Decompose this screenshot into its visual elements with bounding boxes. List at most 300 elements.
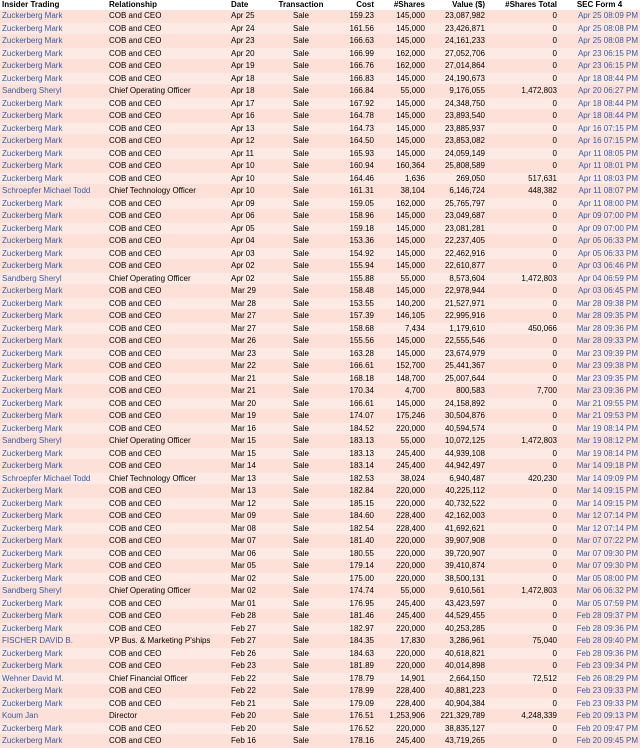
sec-form-4-cell [559, 435, 640, 448]
shares-cell: 55,000 [376, 272, 427, 285]
insider-name-link[interactable]: Zuckerberg Mark [2, 336, 63, 345]
insider-name-link[interactable]: Schroepfer Michael Todd [2, 186, 91, 195]
sec-form-4-link[interactable]: Mar 28 09:38 PM [576, 298, 638, 308]
insider-name-link[interactable]: Zuckerberg Mark [2, 11, 63, 20]
shares-total-cell: 0 [487, 360, 559, 373]
value-cell: 22,462,916 [427, 247, 487, 260]
cost-cell: 164.46 [331, 172, 376, 185]
date-cell: Apr 16 [229, 110, 271, 123]
insider-name-link[interactable]: Zuckerberg Mark [2, 373, 63, 383]
relationship-cell: VP Bus. & Marketing P'ships [107, 635, 229, 648]
date-cell: Apr 02 [229, 272, 271, 285]
relationship-cell: COB and CEO [107, 722, 229, 735]
value-cell: 42,162,003 [427, 510, 487, 523]
cost-cell: 184.35 [331, 635, 376, 648]
insider-name-cell [0, 672, 107, 685]
sec-form-4-link[interactable]: Apr 20 06:27 PM [577, 86, 638, 95]
shares-total-cell: 0 [487, 260, 559, 273]
transaction-cell: Sale [271, 35, 331, 48]
insider-name-cell [0, 385, 107, 398]
sec-form-4-cell [559, 560, 640, 573]
value-cell: 43,423,597 [427, 597, 487, 610]
sec-form-4-link[interactable]: Apr 11 08:03 PM [578, 173, 638, 183]
relationship-cell: COB and CEO [107, 372, 229, 385]
shares-cell: 220,000 [376, 660, 427, 673]
header-shares-total[interactable]: #Shares Total [487, 0, 559, 10]
sec-form-4-cell [559, 260, 640, 273]
sec-form-4-link[interactable]: Feb 20 09:13 PM [576, 711, 638, 720]
table-row [0, 610, 640, 623]
transaction-cell: Sale [271, 522, 331, 535]
table-row [0, 285, 640, 298]
insider-name-link[interactable]: Zuckerberg Mark [2, 423, 63, 433]
insider-name-link[interactable]: Zuckerberg Mark [2, 448, 63, 458]
sec-form-4-link[interactable]: Mar 28 09:35 PM [576, 311, 638, 320]
sec-form-4-link[interactable]: Mar 14 09:18 PM [576, 461, 638, 470]
shares-total-cell: 0 [487, 197, 559, 210]
sec-form-4-link[interactable]: Mar 07 09:30 PM [576, 561, 638, 570]
value-cell: 30,504,876 [427, 410, 487, 423]
insider-name-link[interactable]: Zuckerberg Mark [2, 548, 63, 558]
sec-form-4-link[interactable]: Mar 19 08:12 PM [576, 436, 638, 445]
relationship-cell: COB and CEO [107, 172, 229, 185]
sec-form-4-link[interactable]: Apr 09 07:00 PM [577, 223, 638, 233]
insider-name-cell [0, 135, 107, 148]
sec-form-4-link[interactable]: Mar 12 07:14 PM [576, 523, 638, 533]
insider-name-cell [0, 422, 107, 435]
insider-name-link[interactable]: Zuckerberg Mark [2, 398, 63, 408]
value-cell: 38,835,127 [427, 722, 487, 735]
cost-cell: 183.13 [331, 447, 376, 460]
cost-cell: 159.18 [331, 222, 376, 235]
relationship-cell: COB and CEO [107, 385, 229, 398]
insider-name-link[interactable]: Zuckerberg Mark [2, 248, 63, 258]
insider-name-link[interactable]: Zuckerberg Mark [2, 223, 63, 233]
insider-name-cell [0, 597, 107, 610]
shares-total-cell: 0 [487, 660, 559, 673]
shares-total-cell: 1,472,803 [487, 585, 559, 598]
sec-form-4-link[interactable]: Apr 18 08:44 PM [577, 111, 638, 120]
transaction-cell: Sale [271, 610, 331, 623]
sec-form-4-link[interactable]: Feb 20 09:47 PM [576, 723, 638, 733]
relationship-cell: COB and CEO [107, 210, 229, 223]
insider-name-link[interactable]: Zuckerberg Mark [2, 136, 63, 145]
insider-name-link[interactable]: Zuckerberg Mark [2, 261, 63, 270]
sec-form-4-cell [559, 672, 640, 685]
transaction-cell: Sale [271, 210, 331, 223]
shares-cell: 220,000 [376, 622, 427, 635]
sec-form-4-cell [559, 285, 640, 298]
insider-name-link[interactable]: Zuckerberg Mark [2, 623, 63, 633]
insider-name-cell [0, 685, 107, 698]
relationship-cell: COB and CEO [107, 247, 229, 260]
header-cost[interactable]: Cost [331, 0, 376, 10]
sec-form-4-link[interactable]: Mar 06 06:32 PM [576, 586, 638, 595]
sec-form-4-link[interactable]: Apr 11 08:01 PM [578, 161, 638, 170]
shares-total-cell: 0 [487, 235, 559, 248]
shares-cell: 228,400 [376, 697, 427, 710]
table-row [0, 160, 640, 173]
sec-form-4-link[interactable]: Mar 23 09:39 PM [576, 348, 638, 358]
header-transaction[interactable]: Transaction [271, 0, 331, 10]
insider-name-cell [0, 522, 107, 535]
insider-name-link[interactable]: Zuckerberg Mark [2, 348, 63, 358]
relationship-cell: COB and CEO [107, 347, 229, 360]
transaction-cell: Sale [271, 510, 331, 523]
value-cell: 39,410,874 [427, 560, 487, 573]
sec-form-4-link[interactable]: Mar 05 08:00 PM [576, 573, 638, 583]
table-row [0, 397, 640, 410]
date-cell: Apr 23 [229, 35, 271, 48]
sec-form-4-link[interactable]: Apr 23 06:15 PM [577, 61, 638, 70]
table-row [0, 460, 640, 473]
shares-cell: 162,000 [376, 47, 427, 60]
shares-total-cell: 75,040 [487, 635, 559, 648]
insider-name-link[interactable]: Zuckerberg Mark [2, 48, 63, 58]
sec-form-4-link[interactable]: Feb 20 09:45 PM [576, 736, 638, 745]
sec-form-4-link[interactable]: Mar 19 08:14 PM [576, 423, 638, 433]
sec-form-4-link[interactable]: Mar 28 09:36 PM [576, 323, 638, 333]
insider-name-link[interactable]: Zuckerberg Mark [2, 361, 63, 370]
sec-form-4-link[interactable]: Apr 09 07:00 PM [577, 211, 638, 220]
date-cell: Apr 13 [229, 122, 271, 135]
insider-name-link[interactable]: Zuckerberg Mark [2, 486, 63, 495]
insider-name-link[interactable]: Zuckerberg Mark [2, 411, 63, 420]
insider-name-cell [0, 147, 107, 160]
insider-name-link[interactable]: Zuckerberg Mark [2, 298, 63, 308]
cost-cell: 155.94 [331, 260, 376, 273]
insider-name-link[interactable]: Wehner David M. [2, 673, 64, 683]
insider-name-link[interactable]: Zuckerberg Mark [2, 23, 63, 33]
shares-total-cell: 0 [487, 397, 559, 410]
insider-name-link[interactable]: Zuckerberg Mark [2, 211, 63, 220]
insider-name-link[interactable]: Zuckerberg Mark [2, 161, 63, 170]
cost-cell: 179.09 [331, 697, 376, 710]
sec-form-4-link[interactable]: Mar 21 09:55 PM [576, 398, 638, 408]
sec-form-4-cell [559, 322, 640, 335]
sec-form-4-link[interactable]: Mar 14 09:09 PM [576, 473, 638, 483]
insider-name-link[interactable]: Zuckerberg Mark [2, 686, 63, 695]
cost-cell: 182.84 [331, 485, 376, 498]
shares-cell: 220,000 [376, 535, 427, 548]
sec-form-4-link[interactable]: Mar 12 07:14 PM [576, 511, 638, 520]
insider-name-link[interactable]: Zuckerberg Mark [2, 736, 63, 745]
header-sec-form-4[interactable]: SEC Form 4 [559, 0, 640, 10]
insider-name-link[interactable]: Zuckerberg Mark [2, 236, 63, 245]
transaction-cell: Sale [271, 472, 331, 485]
sec-form-4-link[interactable]: Mar 19 08:14 PM [576, 448, 638, 458]
insider-name-link[interactable]: Zuckerberg Mark [2, 661, 63, 670]
header-shares[interactable]: #Shares [376, 0, 427, 10]
sec-form-4-cell [559, 185, 640, 198]
sec-form-4-link[interactable]: Feb 26 08:29 PM [576, 673, 638, 683]
sec-form-4-link[interactable]: Apr 03 06:45 PM [577, 286, 638, 295]
insider-name-link[interactable]: Zuckerberg Mark [2, 723, 63, 733]
insider-name-link[interactable]: Zuckerberg Mark [2, 386, 63, 395]
relationship-cell: COB and CEO [107, 497, 229, 510]
value-cell: 2,664,150 [427, 672, 487, 685]
sec-form-4-link[interactable]: Apr 23 06:15 PM [577, 48, 638, 58]
insider-name-link[interactable]: Zuckerberg Mark [2, 498, 63, 508]
value-cell: 21,527,971 [427, 297, 487, 310]
cost-cell: 158.96 [331, 210, 376, 223]
date-cell: Feb 26 [229, 647, 271, 660]
value-cell: 24,059,149 [427, 147, 487, 160]
sec-form-4-link[interactable]: Mar 23 09:36 PM [576, 386, 638, 395]
sec-form-4-cell [559, 497, 640, 510]
sec-form-4-link[interactable]: Mar 28 09:33 PM [576, 336, 638, 345]
insider-name-link[interactable]: Zuckerberg Mark [2, 323, 63, 333]
sec-form-4-link[interactable]: Feb 28 09:36 PM [576, 648, 638, 658]
date-cell: Mar 16 [229, 422, 271, 435]
date-cell: Mar 01 [229, 597, 271, 610]
sec-form-4-link[interactable]: Apr 25 08:08 PM [577, 36, 638, 45]
shares-cell: 145,000 [376, 97, 427, 110]
date-cell: Mar 12 [229, 497, 271, 510]
header-insider-trading[interactable]: Insider Trading [0, 0, 107, 10]
shares-cell: 220,000 [376, 497, 427, 510]
table-row [0, 335, 640, 348]
cost-cell: 153.55 [331, 297, 376, 310]
relationship-cell: COB and CEO [107, 135, 229, 148]
shares-cell: 1,636 [376, 172, 427, 185]
shares-total-cell: 517,631 [487, 172, 559, 185]
sec-form-4-link[interactable]: Mar 23 09:38 PM [576, 361, 638, 370]
sec-form-4-link[interactable]: Apr 05 06:33 PM [577, 248, 638, 258]
transaction-cell: Sale [271, 572, 331, 585]
insider-name-link[interactable]: Zuckerberg Mark [2, 148, 63, 158]
shares-cell: 245,400 [376, 735, 427, 748]
value-cell: 23,674,979 [427, 347, 487, 360]
table-row [0, 185, 640, 198]
sec-form-4-link[interactable]: Feb 23 09:34 PM [576, 661, 638, 670]
relationship-cell: COB and CEO [107, 60, 229, 73]
shares-total-cell: 7,700 [487, 385, 559, 398]
cost-cell: 182.97 [331, 622, 376, 635]
insider-name-link[interactable]: Zuckerberg Mark [2, 598, 63, 608]
transaction-cell: Sale [271, 697, 331, 710]
cost-cell: 182.54 [331, 522, 376, 535]
transaction-cell: Sale [271, 735, 331, 748]
insider-name-link[interactable]: Zuckerberg Mark [2, 123, 63, 133]
date-cell: Apr 10 [229, 172, 271, 185]
insider-name-link[interactable]: Zuckerberg Mark [2, 523, 63, 533]
sec-form-4-link[interactable]: Mar 07 09:30 PM [576, 548, 638, 558]
sec-form-4-link[interactable]: Apr 16 07:15 PM [577, 123, 638, 133]
shares-cell: 145,000 [376, 210, 427, 223]
insider-name-cell [0, 285, 107, 298]
insider-name-link[interactable]: Zuckerberg Mark [2, 511, 63, 520]
value-cell: 25,007,644 [427, 372, 487, 385]
sec-form-4-link[interactable]: Apr 04 06:59 PM [577, 273, 638, 283]
sec-form-4-cell [559, 585, 640, 598]
relationship-cell: COB and CEO [107, 72, 229, 85]
sec-form-4-link[interactable]: Mar 21 09:53 PM [576, 411, 638, 420]
sec-form-4-cell [559, 485, 640, 498]
value-cell: 221,329,789 [427, 710, 487, 723]
sec-form-4-link[interactable]: Apr 03 06:46 PM [577, 261, 638, 270]
date-cell: Feb 22 [229, 672, 271, 685]
insider-name-cell [0, 735, 107, 748]
cost-cell: 164.50 [331, 135, 376, 148]
transaction-cell: Sale [271, 110, 331, 123]
insider-name-link[interactable]: Zuckerberg Mark [2, 648, 63, 658]
shares-total-cell: 0 [487, 410, 559, 423]
insider-name-link[interactable]: Zuckerberg Mark [2, 286, 63, 295]
insider-name-link[interactable]: Sandberg Sheryl [2, 586, 62, 595]
date-cell: Mar 08 [229, 522, 271, 535]
sec-form-4-cell [559, 610, 640, 623]
table-row [0, 410, 640, 423]
table-row [0, 422, 640, 435]
insider-name-link[interactable]: Zuckerberg Mark [2, 561, 63, 570]
insider-name-link[interactable]: Schroepfer Michael Todd [2, 473, 91, 483]
transaction-cell: Sale [271, 460, 331, 473]
cost-cell: 178.79 [331, 672, 376, 685]
shares-cell: 145,000 [376, 347, 427, 360]
insider-name-link[interactable]: Zuckerberg Mark [2, 698, 63, 708]
insider-name-link[interactable]: Zuckerberg Mark [2, 173, 63, 183]
sec-form-4-link[interactable]: Mar 05 07:59 PM [576, 598, 638, 608]
sec-form-4-cell [559, 297, 640, 310]
insider-name-link[interactable]: Zuckerberg Mark [2, 73, 63, 83]
table-row [0, 172, 640, 185]
sec-form-4-link[interactable]: Feb 23 09:33 PM [576, 686, 638, 695]
sec-form-4-link[interactable]: Apr 11 08:05 PM [578, 148, 638, 158]
insider-name-cell [0, 110, 107, 123]
header-date[interactable]: Date [229, 0, 271, 10]
shares-cell: 38,024 [376, 472, 427, 485]
table-row [0, 347, 640, 360]
insider-name-link[interactable]: Zuckerberg Mark [2, 311, 63, 320]
date-cell: Mar 27 [229, 322, 271, 335]
insider-name-cell [0, 272, 107, 285]
shares-cell: 145,000 [376, 147, 427, 160]
transaction-cell: Sale [271, 247, 331, 260]
sec-form-4-link[interactable]: Mar 07 07:22 PM [576, 536, 638, 545]
table-row [0, 197, 640, 210]
table-row [0, 97, 640, 110]
shares-total-cell: 0 [487, 97, 559, 110]
sec-form-4-link[interactable]: Apr 25 08:08 PM [577, 23, 638, 33]
sec-form-4-link[interactable]: Mar 14 09:15 PM [576, 486, 638, 495]
sec-form-4-link[interactable]: Apr 16 07:15 PM [577, 136, 638, 145]
sec-form-4-cell [559, 722, 640, 735]
value-cell: 23,081,281 [427, 222, 487, 235]
sec-form-4-link[interactable]: Apr 18 08:44 PM [577, 98, 638, 108]
shares-cell: 228,400 [376, 510, 427, 523]
sec-form-4-link[interactable]: Apr 11 08:07 PM [578, 186, 638, 195]
table-row [0, 447, 640, 460]
value-cell: 40,594,574 [427, 422, 487, 435]
relationship-cell: COB and CEO [107, 122, 229, 135]
date-cell: Mar 21 [229, 385, 271, 398]
sec-form-4-link[interactable]: Feb 28 09:37 PM [576, 611, 638, 620]
cost-cell: 179.14 [331, 560, 376, 573]
insider-name-link[interactable]: Sandberg Sheryl [2, 273, 62, 283]
insider-name-link[interactable]: Zuckerberg Mark [2, 198, 63, 208]
shares-total-cell: 0 [487, 285, 559, 298]
value-cell: 23,426,871 [427, 22, 487, 35]
sec-form-4-link[interactable]: Apr 18 08:44 PM [577, 73, 638, 83]
table-row [0, 272, 640, 285]
relationship-cell: Chief Operating Officer [107, 435, 229, 448]
sec-form-4-link[interactable]: Apr 11 08:00 PM [578, 198, 638, 208]
insider-name-link[interactable]: Zuckerberg Mark [2, 111, 63, 120]
date-cell: Apr 02 [229, 260, 271, 273]
value-cell: 22,237,405 [427, 235, 487, 248]
insider-name-link[interactable]: Sandberg Sheryl [2, 436, 62, 445]
insider-name-link[interactable]: Zuckerberg Mark [2, 536, 63, 545]
insider-name-link[interactable]: Zuckerberg Mark [2, 611, 63, 620]
insider-name-link[interactable]: Koum Jan [2, 711, 39, 720]
table-row [0, 660, 640, 673]
cost-cell: 176.95 [331, 597, 376, 610]
shares-cell: 245,400 [376, 447, 427, 460]
sec-form-4-link[interactable]: Feb 28 09:36 PM [576, 623, 638, 633]
insider-name-link[interactable]: FISCHER DAVID B. [2, 636, 73, 645]
insider-name-link[interactable]: Zuckerberg Mark [2, 61, 63, 70]
relationship-cell: COB and CEO [107, 110, 229, 123]
cost-cell: 166.84 [331, 85, 376, 98]
value-cell: 23,087,982 [427, 10, 487, 22]
value-cell: 40,881,223 [427, 685, 487, 698]
header-relationship[interactable]: Relationship [107, 0, 229, 10]
table-row [0, 10, 640, 22]
sec-form-4-link[interactable]: Mar 23 09:35 PM [576, 373, 638, 383]
transaction-cell: Sale [271, 47, 331, 60]
header-value[interactable]: Value ($) [427, 0, 487, 10]
insider-name-cell [0, 697, 107, 710]
insider-name-link[interactable]: Zuckerberg Mark [2, 573, 63, 583]
shares-cell: 145,000 [376, 235, 427, 248]
shares-cell: 140,200 [376, 297, 427, 310]
insider-name-cell [0, 235, 107, 248]
cost-cell: 184.63 [331, 647, 376, 660]
sec-form-4-link[interactable]: Apr 25 08:09 PM [577, 11, 638, 20]
sec-form-4-cell [559, 522, 640, 535]
sec-form-4-link[interactable]: Apr 05 06:33 PM [577, 236, 638, 245]
transaction-cell: Sale [271, 722, 331, 735]
insider-name-link[interactable]: Zuckerberg Mark [2, 98, 63, 108]
shares-total-cell: 0 [487, 622, 559, 635]
insider-name-link[interactable]: Zuckerberg Mark [2, 461, 63, 470]
sec-form-4-link[interactable]: Mar 14 09:15 PM [576, 498, 638, 508]
value-cell: 39,720,907 [427, 547, 487, 560]
sec-form-4-link[interactable]: Feb 28 09:40 PM [576, 636, 638, 645]
insider-name-link[interactable]: Sandberg Sheryl [2, 86, 62, 95]
insider-name-link[interactable]: Zuckerberg Mark [2, 36, 63, 45]
relationship-cell: COB and CEO [107, 522, 229, 535]
value-cell: 9,176,055 [427, 85, 487, 98]
transaction-cell: Sale [271, 635, 331, 648]
relationship-cell: Chief Operating Officer [107, 272, 229, 285]
relationship-cell: COB and CEO [107, 610, 229, 623]
transaction-cell: Sale [271, 710, 331, 723]
transaction-cell: Sale [271, 622, 331, 635]
cost-cell: 165.93 [331, 147, 376, 160]
sec-form-4-link[interactable]: Feb 23 09:33 PM [576, 698, 638, 708]
shares-cell: 152,700 [376, 360, 427, 373]
relationship-cell: COB and CEO [107, 622, 229, 635]
shares-cell: 160,364 [376, 160, 427, 173]
insider-name-cell [0, 660, 107, 673]
date-cell: Feb 23 [229, 660, 271, 673]
date-cell: Apr 04 [229, 235, 271, 248]
insider-name-cell [0, 560, 107, 573]
sec-form-4-cell [559, 335, 640, 348]
insider-name-cell [0, 472, 107, 485]
